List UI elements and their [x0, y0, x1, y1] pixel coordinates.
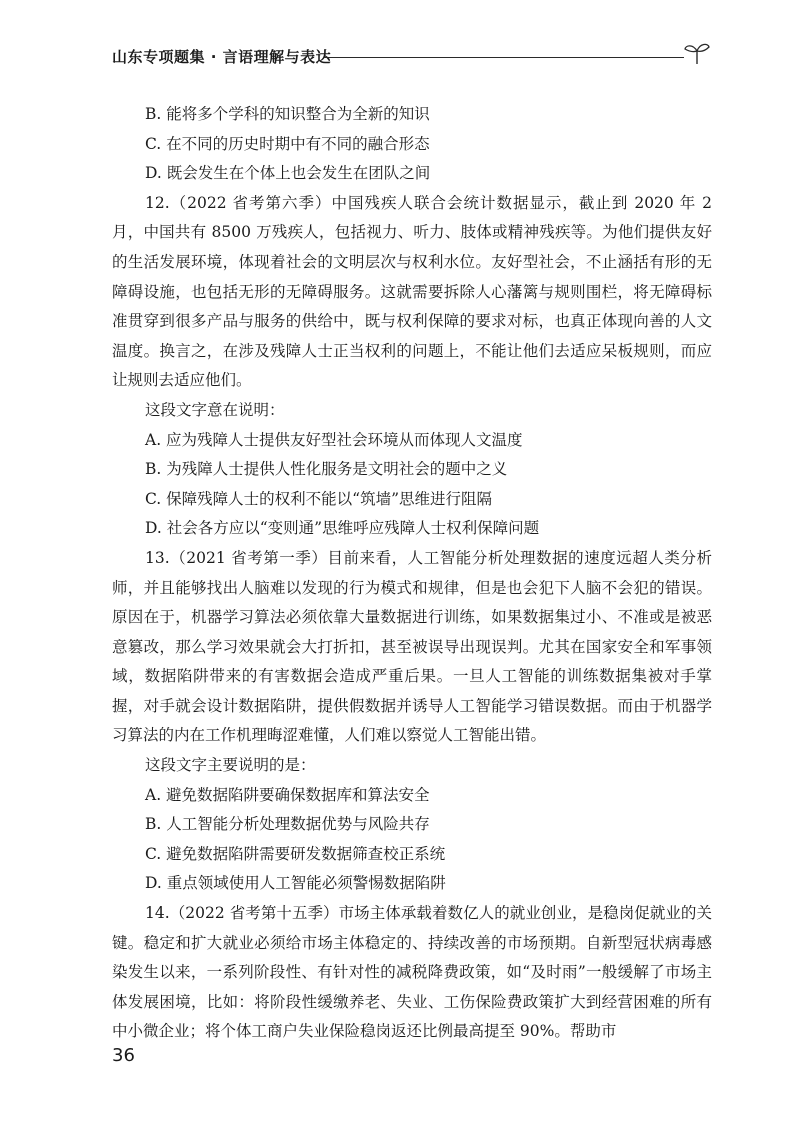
q11-option-d: D. 既会发生在个体上也会发生在团队之间 [145, 164, 431, 183]
q12-option-b: B. 为残障人士提供人性化服务是文明社会的题中之义 [145, 460, 508, 479]
q13-option-c: C. 避免数据陷阱需要研发数据筛查校正系统 [145, 844, 446, 863]
header-title: 山东专项题集 · 言语理解与表达 [112, 48, 332, 66]
header-rule [324, 57, 684, 58]
q12-stem: 这段文字意在说明： [145, 400, 285, 419]
q11-option-b: B. 能将多个学科的知识整合为全新的知识 [145, 105, 430, 123]
running-header [112, 38, 712, 68]
q11-option-c: C. 在不同的历史时期中有不同的融合形态 [145, 134, 430, 153]
q13-option-b: B. 人工智能分析处理数据优势与风险共存 [145, 815, 430, 834]
page-number: 36 [112, 1045, 135, 1066]
q13-passage: 13.（2021 省考第一季）目前来看，人工智能分析处理数据的速度远超人类分析师，并且能够找出人脑难以发现的行为模式和规律，但是也会犯下人脑不会犯的错误。原因在于，机器学习算法必须依靠大量数据进行训练，如果数据集过小、不准或是被恶意篡改，那么学习效果就会大打折扣，甚至被误导出现误判。尤其在国家安全和军事领域，数据陷阱带来的有害数据会造成严重后果。一旦人工智能的训练数据集被对手掌握，对手就会设计数据陷阱，提供假数据并诱导人工智能学习错误数据。而由于机器学习算法的内在工作机理晦涩难懂，人们难以察觉人工智能出错。 [112, 548, 712, 745]
q13-option-d: D. 重点领域使用人工智能必须警惕数据陷阱 [145, 874, 446, 893]
q12-option-d: D. 社会各方应以“变则通”思维呼应残障人士权利保障问题 [145, 519, 540, 538]
q13-stem: 这段文字主要说明的是： [145, 756, 316, 775]
page-content [112, 100, 712, 1047]
sprout-icon [682, 38, 712, 68]
q12-option-a: A. 应为残障人士提供友好型社会环境从而体现人文温度 [145, 430, 523, 449]
q12-option-c: C. 保障残障人士的权利不能以“筑墙”思维进行阻隔 [145, 489, 493, 508]
q13-option-a: A. 避免数据陷阱要确保数据库和算法安全 [145, 785, 430, 804]
q14-passage: 14.（2022 省考第十五季）市场主体承载着数亿人的就业创业，是稳岗促就业的关键。稳定和扩大就业必须给市场主体稳定的、持续改善的市场预期。自新型冠状病毒感染发生以来，一系列阶段性、有针对性的减税降费政策，如“及时雨”一般缓解了市场主体发展困境，比如：将阶段性缓缴养老、失业、工伤保险费政策扩大到经营困难的所有中小微企业；将个体工商户失业保险稳岗返还比例最高提至 90%。帮助市 [112, 904, 712, 1041]
q12-passage: 12.（2022 省考第六季）中国残疾人联合会统计数据显示，截止到 2020 年 2 月，中国共有 8500 万残疾人，包括视力、听力、肢体或精神残疾等。为他们提供友好的生活发展环境，体现着社会的文明层次与权利水位。友好型社会，不止涵括有形的无障碍设施，也包括无形的无障碍服务。这就需要拆除人心藩篱与规则围栏，将无障碍标准贯穿到很多产品与服务的供给中，既与权利保障的要求对标，也真正体现向善的人文温度。换言之，在涉及残障人士正当权利的问题上，不能让他们去适应呆板规则，而应让规则去适应他们。 [112, 193, 712, 390]
